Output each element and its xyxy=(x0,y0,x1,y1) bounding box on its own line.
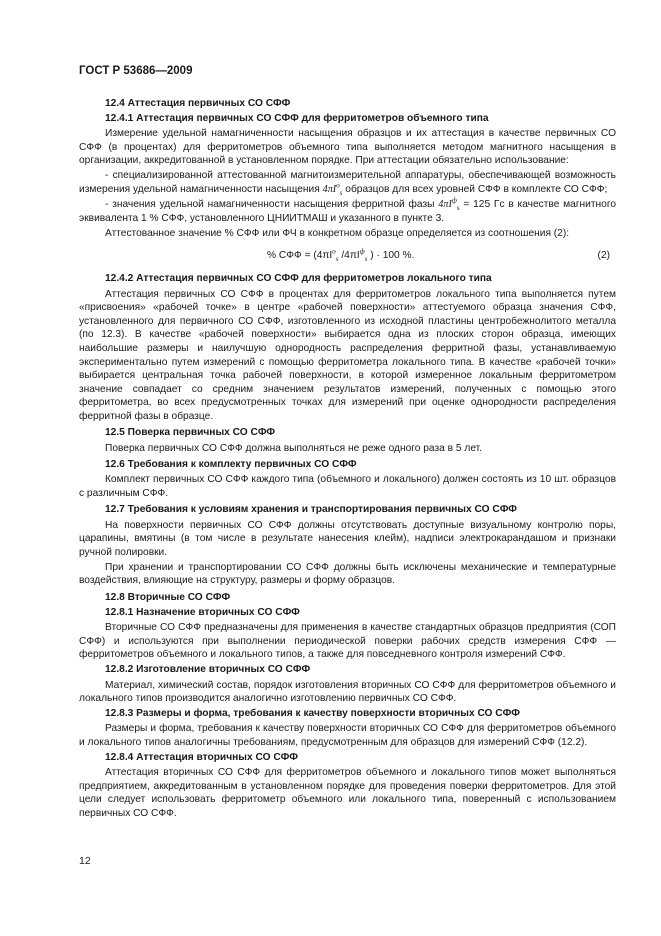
section-12-7-paragraph-1: На поверхности первичных СО СФФ должны отсутствовать доступные визуальному контролю поры, царапины, вмятины (в том числе в результате нанесения клейм), надписи электрокарандашом и признаки ручной полировки. xyxy=(79,519,616,558)
list-item-equipment-text-b: образцов для всех уровней СФФ в комплекте СО СФФ; xyxy=(345,184,608,196)
list-item-equipment xyxy=(79,169,616,196)
section-12-4-2-title: 12.4.2 Аттестация первичных СО СФФ для ферритометров локального типа xyxy=(105,273,492,285)
section-12-8-3-paragraph: Размеры и форма, требования к качеству поверхности вторичных СО СФФ для ферритометров объемного и локального типов аналогичны требованиям, предусмотренным для образцов для измерений СФФ (12.2). xyxy=(79,723,616,748)
section-12-4-2-paragraph: Аттестация первичных СО СФФ в процентах для ферритометров локального типа выполняется путем «присвоения» «рабочей точке» в центре «рабочей поверхности» аттестуемого образца значения СФФ, установленного для первичного СО СФФ, изготовленного из исходной пластины центробежнолитого металла (по 12.3). В качестве «рабочей поверхности» выбирается одна из плоских сторон образца, имеющих наибольшие размеры и наилучшую однородность распределения ферритной фазы, устанавливаемую экспериментально путем измерений с помощью ферритометра локального типа. В качестве «рабочей точки» выбирается центральная точка рабочей поверхности, в которой измеренное локальным ферритометром значение совпадает со средним значением результатов измерений, полученных с помощью этого ферритометра, во всех предусмотренных точках для измерений при оценке однородности распределения ферритной фазы в образце. xyxy=(79,288,616,422)
ferrite-symbol-base: 4πI xyxy=(438,199,452,211)
section-12-8-title: 12.8 Вторичные СО СФФ xyxy=(105,592,231,603)
formula-expression xyxy=(267,249,414,263)
section-12-4-1-formula-intro: Аттестованное значение % СФФ или ФЧ в конкретном образце определяется из соотношения (2): xyxy=(105,227,570,239)
page-number: 12 xyxy=(79,855,91,867)
formula-mid: /4πI xyxy=(341,250,360,262)
formula-left: % СФФ = (4πI xyxy=(267,250,333,262)
formula-right: ) · 100 %. xyxy=(370,250,415,262)
section-12-8-4-title: 12.8.4 Аттестация вторичных СО СФФ xyxy=(105,752,298,764)
list-item-equipment-text-a: - специализированной аттестованной магнитоизмерительной аппаратуры, обеспечивающей возможность измерения удельной намагниченности насыщения xyxy=(79,170,616,196)
list-item-ferrite-text-b: = 125 Гс в качестве магнитного эквивалента 1 % СФФ, установленного ЦНИИТМАШ и указанного в пункте 3. xyxy=(79,199,616,224)
list-item-ferrite-value xyxy=(79,198,616,225)
saturation-symbol-sup: o xyxy=(336,181,340,190)
ferrite-symbol-sub: s xyxy=(456,204,460,213)
section-12-7-title: 12.7 Требования к условиям хранения и транспортирования первичных СО СФФ xyxy=(105,504,517,516)
formula-number: (2) xyxy=(597,250,610,262)
section-12-4-1-title: 12.4.1 Аттестация первичных СО СФФ для ферритометров объемного типа xyxy=(105,113,489,125)
section-12-6-title: 12.6 Требования к комплекту первичных СО СФФ xyxy=(105,459,357,471)
formula-sup-1: o xyxy=(332,248,336,257)
section-12-8-2-title: 12.8.2 Изготовление вторичных СО СФФ xyxy=(105,664,311,676)
saturation-symbol xyxy=(322,181,343,198)
formula-sup-2: ф xyxy=(359,248,365,257)
section-12-7-paragraph-2: При хранении и транспортировании СО СФФ должны быть исключены механические и температурные воздействия, влияющие на структуру, размеры и форму образцов. xyxy=(79,561,616,587)
section-12-6-paragraph: Комплект первичных СО СФФ каждого типа (объемного и локального) должен состоять из 10 шт. образцов с различным СФФ. xyxy=(79,474,616,499)
formula-sub-1: s xyxy=(335,255,339,264)
formula-sub-2: s xyxy=(364,255,368,264)
saturation-symbol-sub: s xyxy=(339,189,343,198)
standard-header: ГОСТ Р 53686—2009 xyxy=(79,65,193,77)
section-12-4-title: 12.4 Аттестация первичных СО СФФ xyxy=(105,98,291,109)
formula-2 xyxy=(79,246,616,268)
section-12-5-paragraph: Поверка первичных СО СФФ должна выполняться не реже одного раза в 5 лет. xyxy=(105,442,483,454)
section-12-8-1-paragraph: Вторичные СО СФФ предназначены для применения в качестве стандартных образцов предприятия (СОП СФФ) и используются при выполнении периодической поверки рабочих средств измерения СФФ — ферритометров объемного и локального типов, а также для повседневного контроля измерений СФФ. xyxy=(79,622,616,661)
section-12-8-2-paragraph: Материал, химический состав, порядок изготовления вторичных СО СФФ для ферритометров объемного и локального типов производится аналогично изготовлению первичных СО СФФ. xyxy=(79,679,616,705)
ferrite-symbol-sup: ф xyxy=(451,196,457,205)
section-12-8-4-paragraph: Аттестация вторичных СО СФФ для ферритометров объемного и локального типов может выполняться предприятием, аккредитованным в установленном порядке для проведения поверки ферритометров. Для этой цели следует использовать ферритометр объемного или локального типа, поверенный с использованием первичных СО СФФ. xyxy=(79,767,616,819)
section-12-4-1-paragraph: Измерение удельной намагниченности насыщения образцов и их аттестация в качестве первичных СО СФФ (в процентах) для ферритометров объемного типа выполняется методом магнитного насыщения в организации, аккредитованной в установленном порядке. При аттестации обязательно использование: xyxy=(79,128,616,167)
list-item-ferrite-text-a: - значения удельной намагниченности насыщения ферритной фазы xyxy=(105,199,435,211)
section-12-8-1-title: 12.8.1 Назначение вторичных СО СФФ xyxy=(105,607,300,619)
section-12-8-3-title: 12.8.3 Размеры и форма, требования к качеству поверхности вторичных СО СФФ xyxy=(105,708,520,720)
saturation-symbol-base: 4πI xyxy=(322,184,337,196)
document-body xyxy=(79,97,616,822)
section-12-5-title: 12.5 Поверка первичных СО СФФ xyxy=(105,427,276,439)
ferrite-symbol xyxy=(438,196,460,213)
